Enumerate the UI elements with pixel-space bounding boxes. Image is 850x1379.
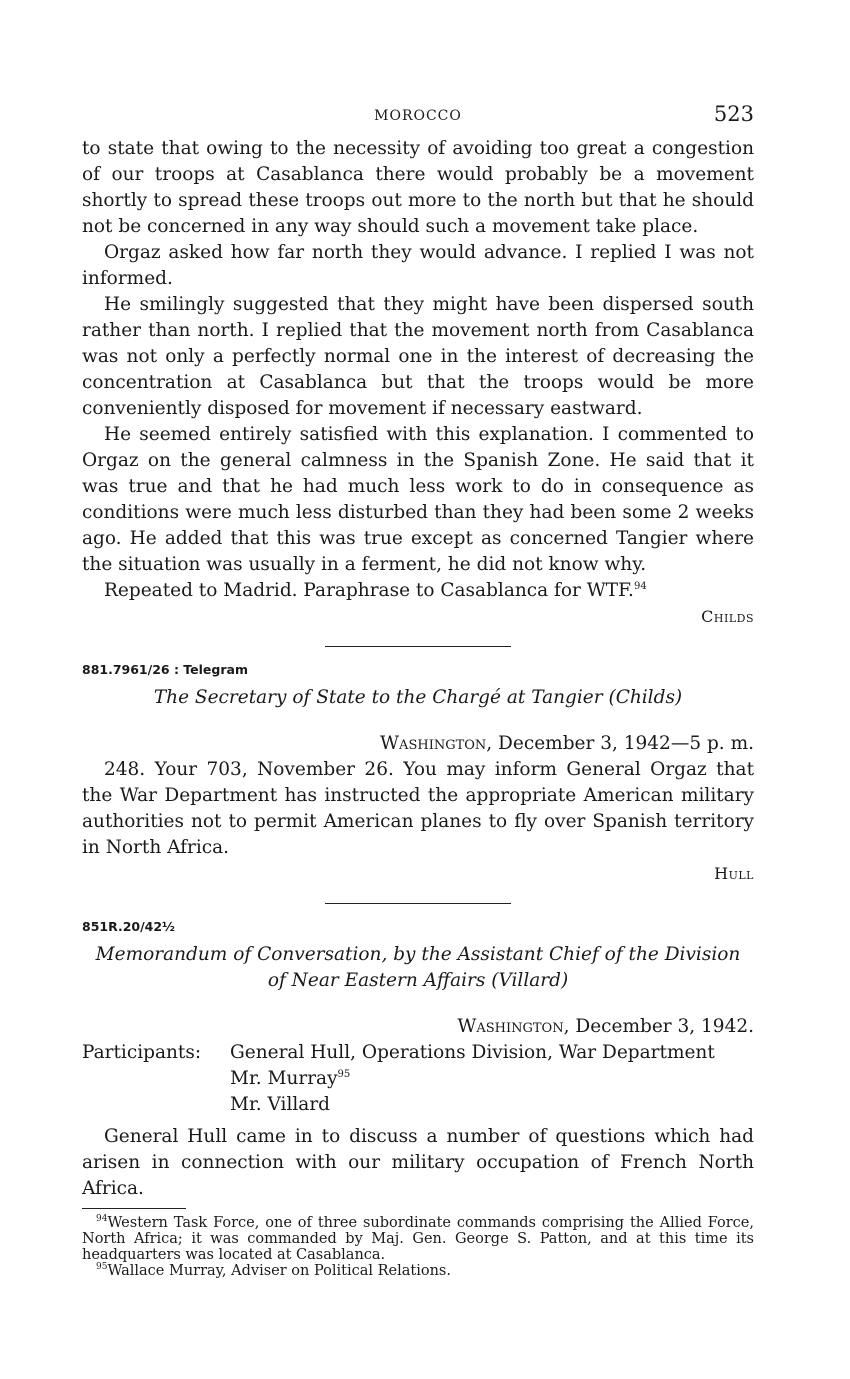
footnote-mark: 95 (96, 1262, 108, 1273)
dateline (82, 731, 754, 757)
participant-name: General Hull, Operations Division, War Department (230, 1042, 715, 1063)
footnote (82, 1215, 754, 1263)
participants (82, 1040, 754, 1118)
paragraph: Orgaz asked how far north they would advance. I replied I was not informed. (82, 242, 754, 289)
participants-list (230, 1040, 715, 1118)
section-divider (325, 903, 511, 904)
dateline-date: , December 3, 1942—5 p. m. (486, 733, 754, 754)
document-title-line1: Memorandum of Conversation, by the Assistant Chief of the Division (95, 944, 741, 965)
participant (230, 1092, 715, 1118)
dateline-place: Washington (380, 733, 487, 754)
paragraph (82, 578, 754, 604)
signature: Childs (701, 607, 754, 626)
document-title-line2: of Near Eastern Affairs (Villard) (267, 970, 569, 991)
footnote (82, 1263, 754, 1279)
page-number: 523 (713, 102, 754, 126)
section-memorandum (82, 918, 754, 1202)
dateline-date: , December 3, 1942. (563, 1016, 754, 1037)
dateline-place: Washington (457, 1016, 564, 1037)
document-reference: 881.7961/26 : Telegram (82, 662, 248, 677)
running-title: MOROCCO (374, 108, 462, 124)
participant-name: Mr. Villard (230, 1094, 331, 1115)
participant-name: Mr. Murray (230, 1068, 338, 1089)
section-divider (325, 646, 511, 647)
participant (230, 1066, 715, 1092)
paragraph: He smilingly suggested that they might have been dispersed south rather than north. I replied that the movement north from Casablanca was not only a perfectly normal one in the interest of decreasing the concentration at Casablanca but that the troops would be more conveniently disposed for movement if necessary eastward. (82, 294, 754, 419)
footnote-divider (82, 1208, 186, 1209)
document-reference: 851R.20/42½ (82, 919, 175, 934)
page (82, 100, 754, 1279)
section-continuation (82, 136, 754, 630)
section-telegram (82, 661, 754, 887)
footnote-text: Western Task Force, one of three subordinate commands comprising the Allied Force, North Africa; it was commanded by Maj. Gen. George S. Patton, and at this time its headquarters was located at Casablanca. (82, 1215, 754, 1263)
footnote-mark: 94 (96, 1214, 108, 1225)
paragraph-text: Repeated to Madrid. Paraphrase to Casablanca for WTF. (104, 580, 634, 601)
dateline (82, 1014, 754, 1040)
signature: Hull (714, 864, 754, 883)
participant (230, 1040, 715, 1066)
footnote-ref[interactable]: 95 (337, 1068, 351, 1080)
paragraph: He seemed entirely satisfied with this explanation. I commented to Orgaz on the general calmness in the Spanish Zone. He said that it was true and that he had much less work to do in consequence as conditions were much less disturbed than they had been some 2 weeks ago. He added that this was true except as concerned Tangier where the situation was usually in a ferment, he did not know why. (82, 424, 754, 575)
paragraph: General Hull came in to discuss a number of questions which had arisen in connection with our military occupation of French North Africa. (82, 1126, 754, 1199)
paragraph: 248. Your 703, November 26. You may inform General Orgaz that the War Department has instructed the appropriate American military authorities not to permit American planes to fly over Spanish territory in North Africa. (82, 759, 754, 858)
running-head (82, 100, 754, 136)
footnote-text: Wallace Murray, Adviser on Political Relations. (107, 1263, 451, 1279)
document-title: The Secretary of State to the Chargé at Tangier (Childs) (153, 687, 683, 708)
footnotes (82, 1215, 754, 1279)
footnote-ref[interactable]: 94 (633, 580, 647, 592)
paragraph: to state that owing to the necessity of avoiding too great a congestion of our troops at Casablanca there would probably be a movement shortly to spread these troops out more to the north but that he should not be concerned in any way should such a movement take place. (82, 138, 754, 237)
participants-label: Participants: (82, 1042, 202, 1063)
